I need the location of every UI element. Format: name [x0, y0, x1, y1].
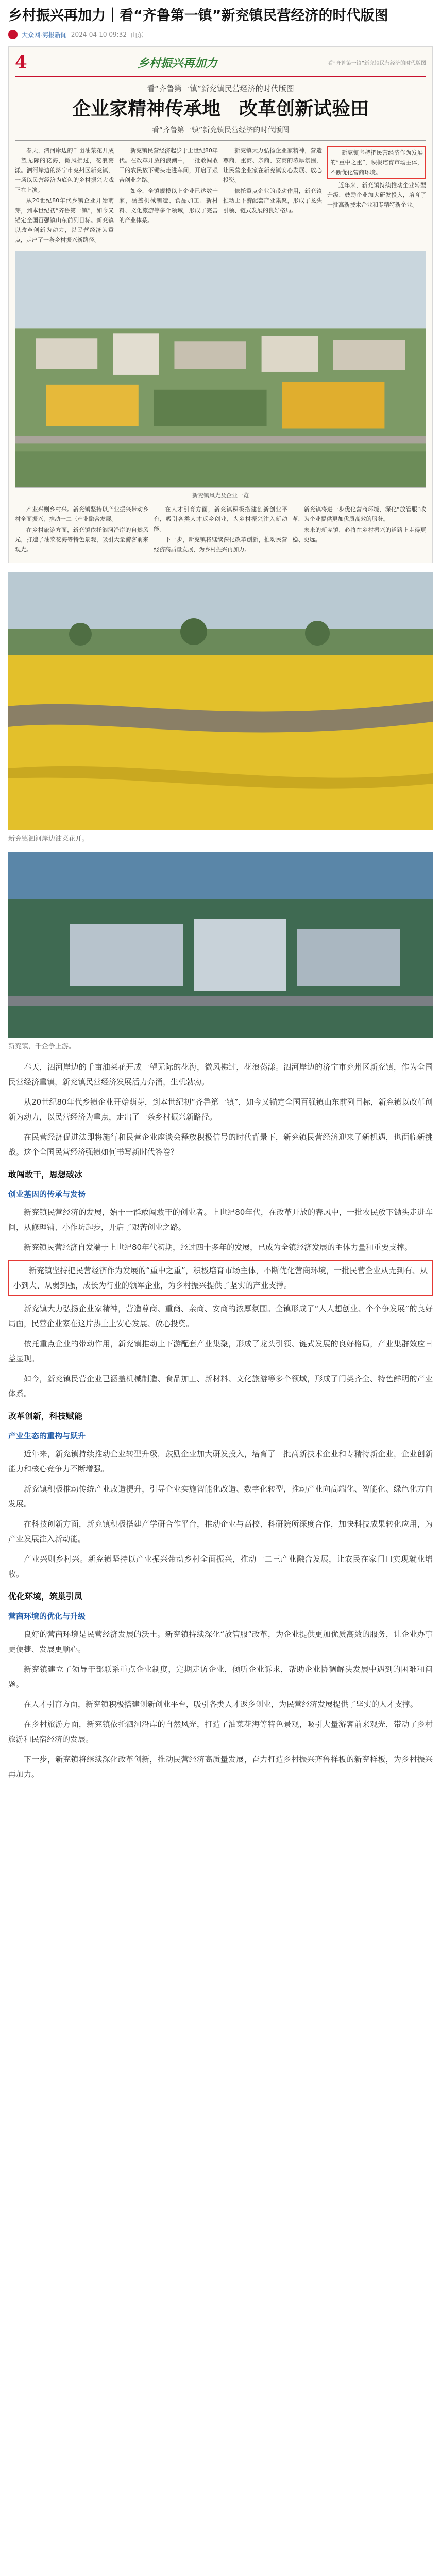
article-title: 乡村振兴再加力｜看“齐鲁第一镇”新兖镇民营经济的时代版图 — [8, 8, 388, 24]
newspaper-banner: 乡村振兴再加力 — [138, 56, 217, 70]
newspaper-paragraph: 产业兴则乡村兴。新兖镇坚持以产业振兴带动乡村全面振兴，推动一二三产业融合发展。 — [15, 506, 149, 522]
canola-field-image — [8, 572, 433, 830]
newspaper-column — [293, 504, 426, 555]
photo-caption: 新兖镇泗河岸边油菜花开。 — [8, 835, 89, 843]
article-paragraph: 依托重点企业的带动作用，新兖镇推动上下游配套产业集聚，形成了龙头引领、链式发展的良好格局，产业集群效应日益显现。 — [8, 1339, 433, 1363]
newspaper-columns-top — [15, 146, 426, 246]
industrial-park-image — [8, 852, 433, 1038]
article-paragraph: 近年来，新兖镇持续推动企业转型升级，鼓励企业加大研发投入，培育了一批高新技术企业和专精特新企业，企业创新能力和核心竞争力不断增强。 — [8, 1449, 433, 1473]
divider — [15, 140, 426, 141]
section-subtitle: 产业生态的重构与跃升 — [8, 1431, 86, 1440]
newspaper-highlight-paragraph: 新兖镇坚持把民营经济作为发展的“重中之重”，积极培育市场主体，不断优化营商环境。 — [327, 146, 426, 179]
photo-block — [8, 572, 433, 843]
article-body — [8, 1060, 433, 1782]
newspaper-column — [327, 146, 426, 246]
section-subtitle: 营商环境的优化与升级 — [8, 1612, 86, 1621]
newspaper-paragraph: 春天，泗河岸边的千亩油菜花开成一望无际的花海，微风拂过，花浪荡漾。泗河岸边的济宁市兖州区新兖镇，一场以民营经济为底色的乡村振兴大戏正在上演。 — [15, 147, 114, 193]
newspaper-paragraph: 未来的新兖镇，必将在乡村振兴的道路上走得更稳、更远。 — [292, 527, 426, 543]
section-title: 优化环境，筑巢引凤 — [8, 1591, 83, 1601]
newspaper-paragraph: 在乡村旅游方面，新兖镇依托泗河沿岸的自然风光，打造了油菜花海等特色景观，吸引大量游客前来观光。 — [15, 527, 149, 553]
article-paragraph: 春天，泗河岸边的千亩油菜花开成一望无际的花海，微风拂过，花浪荡漾。泗河岸边的济宁市兖州区新兖镇，作为全国民营经济重镇，新兖镇民营经济发展活力奔涌，生机勃勃。 — [8, 1062, 433, 1087]
newspaper-page — [8, 46, 433, 563]
newspaper-figure-caption: 新兖镇风光及企业一览 — [192, 492, 249, 499]
newspaper-paragraph: 下一步，新兖镇将继续深化改革创新，推动民营经济高质量发展，为乡村振兴再加力。 — [154, 536, 287, 553]
newspaper-paragraph: 在人才引育方面，新兖镇积极搭建创新创业平台，吸引各类人才返乡创业，为乡村振兴注入新动能。 — [154, 506, 287, 532]
article-paragraph: 新兖镇民营经济的发展，始于一群敢闯敢干的创业者。上世纪80年代，在改革开放的春风中，一批农民放下锄头走进车间，从修理铺、小作坊起步，开启了艰苦创业之路。 — [8, 1208, 433, 1232]
article-meta — [8, 30, 433, 39]
newspaper-column — [154, 504, 287, 555]
photo-block — [8, 852, 433, 1050]
newspaper-paragraph: 近年来，新兖镇持续推动企业转型升级，鼓励企业加大研发投入，培育了一批高新技术企业和专精特新企业。 — [327, 182, 426, 208]
canola-field-photo — [8, 572, 433, 830]
photo-caption: 新兖镇，千企争上游。 — [8, 1043, 76, 1050]
article-paragraph: 在人才引育方面，新兖镇积极搭建创新创业平台，吸引各类人才返乡创业，为民营经济发展提供了坚实的人才支撑。 — [24, 1700, 418, 1709]
newspaper-subhead: 看“齐鲁第一镇”新兖镇民营经济的时代版图 — [151, 126, 290, 134]
newspaper-paragraph: 新兖镇大力弘扬企业家精神，营造尊商、重商、亲商、安商的浓厚氛围，让民营企业家在新兖镇安心发展、放心投资。 — [223, 147, 322, 183]
article-paragraph: 新兖镇积极推动传统产业改造提升，引导企业实施智能化改造、数字化转型，推动产业向高端化、智能化、绿色化方向发展。 — [8, 1484, 433, 1509]
industrial-park-photo — [8, 852, 433, 1038]
article-paragraph: 良好的营商环境是民营经济发展的沃土。新兖镇持续深化“放管服”改革，为企业提供更加优质高效的服务，让企业办事更便捷、发展更顺心。 — [8, 1630, 433, 1654]
aerial-town-photo — [15, 251, 426, 487]
article-paragraph: 产业兴则乡村兴。新兖镇坚持以产业振兴带动乡村全面振兴，推动一二三产业融合发展，让农民在家门口实现就业增收。 — [8, 1554, 433, 1579]
newspaper-paragraph: 新兖镇将进一步优化营商环境，深化“放管服”改革，为企业提供更加优质高效的服务。 — [292, 506, 426, 522]
article-paragraph: 从20世纪80年代乡镇企业开始萌芽，到本世纪初“齐鲁第一镇”，如今又锚定全国百强镇山东前列目标，新兖镇以改革创新为动力，以民营经济为重点，走出了一条乡村振兴新路径。 — [8, 1097, 433, 1122]
article-paragraph: 下一步，新兖镇将继续深化改革创新，推动民营经济高质量发展，奋力打造乡村振兴齐鲁样板的新兖样板，为乡村振兴再加力。 — [8, 1755, 433, 1779]
newspaper-column — [15, 146, 114, 246]
article-paragraph: 在民营经济促进法即将施行和民营企业座谈会释放积极信号的时代背景下，新兖镇民营经济迎来了新机遇，也面临新挑战。这个全国民营经济强镇如何书写新时代答卷？ — [8, 1132, 433, 1157]
newspaper-figure — [15, 251, 426, 488]
article-source[interactable]: 大众网·海报新闻 — [22, 31, 67, 39]
article-region: 山东 — [130, 31, 143, 39]
newspaper-banner-sub: 看“齐鲁第一镇”新兖镇民营经济的时代版图 — [328, 60, 426, 66]
highlighted-paragraph: 新兖镇坚持把民营经济作为发展的“重中之重”，积极培育市场主体，不断优化营商环境，一批民营企业从无到有、从小到大、从弱到强，成长为行业的领军企业，为乡村振兴提供了坚实的产业支撑。 — [8, 1260, 433, 1296]
section-subtitle: 创业基因的传承与发扬 — [8, 1190, 86, 1199]
newspaper-paragraph: 新兖镇民营经济起步于上世纪80年代。在改革开放的浪潮中，一批敢闯敢干的农民放下锄头走进车间，开启了艰苦创业之路。 — [119, 147, 218, 183]
article-paragraph: 如今，新兖镇民营企业已涵盖机械制造、食品加工、新材料、文化旅游等多个领域，形成了门类齐全、特色鲜明的产业体系。 — [8, 1374, 433, 1398]
newspaper-columns-bottom — [15, 504, 426, 555]
section-title: 改革创新，科技赋能 — [8, 1411, 83, 1421]
newspaper-kicker: 看“齐鲁第一镇”新兖镇民营经济的时代版图 — [147, 84, 294, 93]
article-time: 2024-04-10 09:32 — [71, 31, 127, 38]
newspaper-column — [119, 146, 218, 246]
article-paragraph: 新兖镇建立了领导干部联系重点企业制度，定期走访企业，倾听企业诉求，帮助企业协调解决发展中遇到的困难和问题。 — [8, 1665, 433, 1689]
source-logo-icon — [8, 30, 18, 39]
newspaper-column — [223, 146, 322, 246]
newspaper-paragraph: 如今，全镇规模以上企业已达数十家，涵盖机械制造、食品加工、新材料、文化旅游等多个领域，形成了完善的产业体系。 — [119, 188, 218, 224]
article-paragraph: 在科技创新方面，新兖镇积极搭建产学研合作平台，推动企业与高校、科研院所深度合作，加快科技成果转化应用，为产业发展注入新动能。 — [8, 1519, 433, 1544]
newspaper-page-number: 4 — [15, 52, 27, 73]
article-paragraph: 在乡村旅游方面，新兖镇依托泗河沿岸的自然风光，打造了油菜花海等特色景观，吸引大量游客前来观光，带动了乡村旅游和民宿经济的发展。 — [8, 1720, 433, 1744]
newspaper-column — [15, 504, 148, 555]
newspaper-headline: 企业家精神传承地 改革创新试验田 — [72, 98, 369, 120]
article-paragraph: 新兖镇民营经济自发端于上世纪80年代初期，经过四十多年的发展，已成为全镇经济发展的主体力量和重要支撑。 — [24, 1243, 413, 1252]
newspaper-header — [15, 52, 426, 77]
section-title: 敢闯敢干，思想破冰 — [8, 1170, 83, 1179]
newspaper-paragraph: 依托重点企业的带动作用，新兖镇推动上下游配套产业集聚，形成了龙头引领、链式发展的良好格局。 — [223, 188, 322, 214]
newspaper-paragraph: 从20世纪80年代乡镇企业开始萌芽，到本世纪初“齐鲁第一镇”，如今又锚定全国百强镇山东前列目标。新兖镇以改革创新为动力，以民营经济为重点，走出了一条乡村振兴新路径。 — [15, 197, 114, 243]
article-paragraph: 新兖镇大力弘扬企业家精神，营造尊商、重商、亲商、安商的浓厚氛围。全镇形成了“人人想创业、个个争发展”的良好局面，民营企业家在这片热土上安心发展、放心投资。 — [8, 1304, 433, 1328]
